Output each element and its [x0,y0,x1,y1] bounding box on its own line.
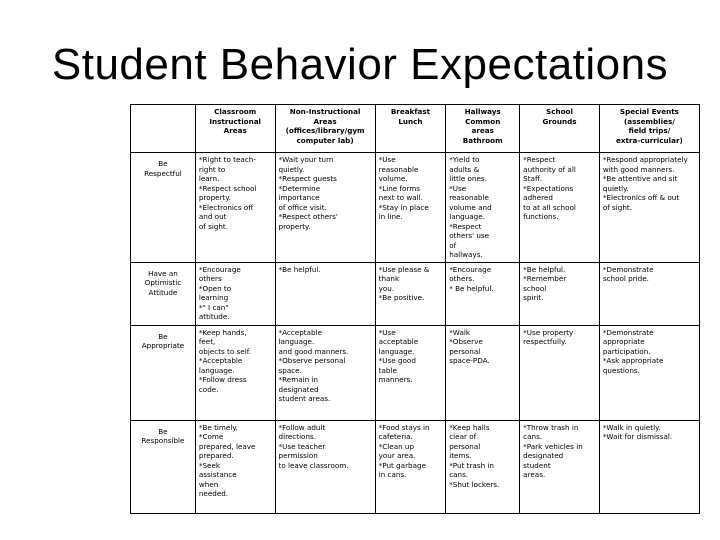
behavior-matrix-table [130,104,700,514]
table-header-row [131,105,700,153]
table-cell: *Demonstrate school pride. [599,262,699,325]
header-classroom: Classroom Instructional Areas [195,105,275,153]
table-cell: *Wait your turn quietly. *Respect guests *Determine importance of office visit. *Respect others' property. [275,153,375,263]
table-cell: *Use reasonable volume. *Line forms next to wall. *Stay in place in line. [375,153,446,263]
table-cell: *Respond appropriately with good manners. *Be attentive and sit quietly. *Electronics off & out of sight. [599,153,699,263]
table-cell: *Keep hands, feet, objects to self. *Acceptable language. *Follow dress code. [195,325,275,420]
table-cell: *Encourage others *Open to learning *" I can" attitude. [195,262,275,325]
table-cell: *Be helpful. [275,262,375,325]
table-cell: *Respect authority of all Staff. *Expectations adhered to at all school functions. [520,153,600,263]
row-label-appropriate: Be Appropriate [131,325,196,420]
header-non-instructional: Non-Instructional Areas (offices/library/gym computer lab) [275,105,375,153]
header-hallways: Hallways Common areas Bathroom [446,105,520,153]
page-title: Student Behavior Expectations [51,40,669,89]
header-special-events: Special Events (assemblies/ field trips/ extra-curricular) [599,105,699,153]
table-cell: *Yield to adults & little ones. *Use reasonable volume and language. *Respect others' use of hallways. [446,153,520,263]
header-blank-cell [131,105,196,153]
row-label-optimistic: Have an Optimistic Attitude [131,262,196,325]
table-cell: *Acceptable language. and good manners. *Observe personal space. *Remain in designated student areas. [275,325,375,420]
header-breakfast-lunch: Breakfast Lunch [375,105,446,153]
row-label-responsible: Be Responsible [131,420,196,513]
table-cell: *Be helpful. *Remember school spirit. [520,262,600,325]
table-cell: *Right to teach- right to learn. *Respect school property. *Electronics off and out of sight. [195,153,275,263]
table-row [131,325,700,420]
table-row [131,420,700,513]
table-cell: *Walk *Observe personal space-PDA. [446,325,520,420]
table-cell: *Use please & thank you. *Be positive. [375,262,446,325]
row-label-respectful: Be Respectful [131,153,196,263]
header-school-grounds: School Grounds [520,105,600,153]
table-cell: *Use property respectfully. [520,325,600,420]
table-row [131,153,700,263]
table-cell: *Use acceptable language. *Use good table manners. [375,325,446,420]
table-cell: *Follow adult directions. *Use teacher permission to leave classroom. [275,420,375,513]
table-cell: *Throw trash in cans. *Park vehicles in designated student areas. [520,420,600,513]
table-cell: *Keep halls clear of personal items. *Put trash in cans. *Shut lockers. [446,420,520,513]
table-cell: *Be timely. *Come prepared, leave prepared. *Seek assistance when needed. [195,420,275,513]
table-cell: *Food stays in cafeteria. *Clean up your area. *Put garbage in cans. [375,420,446,513]
table-row [131,262,700,325]
table-cell: *Demonstrate appropriate participation. *Ask appropriate questions. [599,325,699,420]
table-cell: *Walk in quietly. *Wait for dismissal. [599,420,699,513]
table-cell: *Encourage others. * Be helpful. [446,262,520,325]
